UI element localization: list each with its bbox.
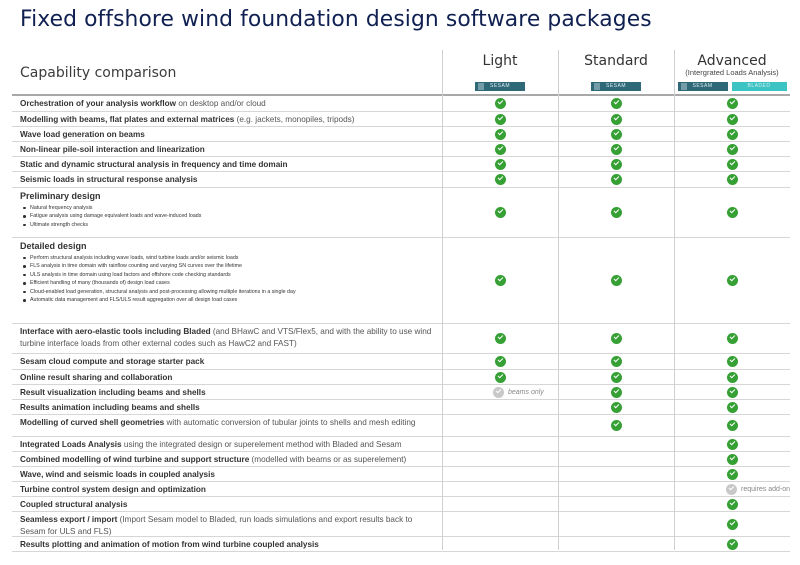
capability-label [20,539,440,551]
check-icon [727,469,738,480]
cell-standard [558,400,674,414]
capability-label [20,402,440,414]
column-divider [442,50,443,550]
cell-light [442,142,558,156]
cell-advanced [674,537,790,551]
check-icon [727,387,738,398]
bladed-logo-badge: BLADED [732,82,787,91]
cell-standard [558,96,674,111]
cell-light [442,127,558,141]
check-icon [495,159,506,170]
cell-advanced [674,482,800,496]
check-icon [495,144,506,155]
capability-title: Modelling of curved shell geometries [20,418,165,427]
sesam-logo-icon [478,83,484,90]
check-icon [727,454,738,465]
check-icon [727,98,738,109]
cell-standard [558,437,674,451]
cell-advanced [674,354,790,369]
capability-label [20,159,440,171]
cell-standard [558,512,674,536]
section-heading: Preliminary design [20,191,101,201]
check-icon [611,333,622,344]
check-icon [611,144,622,155]
cell-light [442,370,558,384]
capability-label [20,387,440,399]
check-icon [727,174,738,185]
check-icon [611,420,622,431]
section-heading: Detailed design [20,241,87,251]
cell-advanced [674,188,790,237]
cell-advanced [674,452,790,466]
capability-title: Seismic loads in structural response analysis [20,175,198,184]
capability-title: Non-linear pile-soil interaction and linearization [20,145,205,154]
capability-comparison-heading: Capability comparison [20,65,177,81]
partial-check-icon [726,484,737,495]
capability-title: Turbine control system design and optimization [20,485,206,494]
cell-standard [558,324,674,353]
availability-note: requires add-on [741,485,791,493]
capability-label [20,129,440,141]
check-icon [495,275,506,286]
check-icon [727,114,738,125]
capability-label [20,356,440,368]
capability-title: Combined modelling of wind turbine and support structure [20,455,250,464]
capability-title: Seamless export / import [20,515,118,524]
capability-title: Integrated Loads Analysis [20,440,122,449]
bullet-item: Automatic data management and FLS/ULS result aggregation over all design load cases [30,296,440,305]
capability-label [20,174,440,186]
sesam-logo-icon [681,83,687,90]
capability-title: Orchestration of your analysis workflow [20,99,177,108]
capability-detail: using the integrated design or superelement method with Bladed and Sesam [121,440,402,449]
check-icon [611,98,622,109]
cell-light [442,437,558,451]
check-icon [495,207,506,218]
package-standard-header [558,50,674,94]
capability-detail: (modelled with beams or as superelement) [249,455,407,464]
cell-standard [558,172,674,187]
cell-advanced [674,324,790,353]
sesam-logo-icon [594,83,600,90]
bullet-item: FLS analysis in time domain with rainflow counting and varying SN curves over the lifetime [30,262,440,271]
column-divider [558,50,559,550]
cell-standard [558,385,674,399]
cell-standard [558,452,674,466]
package-light-header [442,50,558,94]
bullet-item: Fatigue analysis using damage equivalent loads and wave-induced loads [30,212,440,221]
check-icon [727,519,738,530]
package-name: Advanced [697,53,767,69]
check-icon [495,98,506,109]
capability-label [20,499,440,511]
capability-label [20,514,440,537]
check-icon [611,275,622,286]
cell-light [442,385,558,399]
check-icon [495,174,506,185]
cell-standard [558,354,674,369]
cell-light [442,188,558,237]
package-advanced-header [674,50,790,94]
sesam-logo-badge: SESAM [475,82,525,91]
cell-light [442,415,558,436]
check-icon [727,402,738,413]
cell-advanced [674,437,790,451]
cell-light [442,537,558,551]
capability-label [20,454,440,466]
check-icon [727,207,738,218]
cell-standard [558,370,674,384]
cell-standard [558,415,674,436]
capability-title: Wave, wind and seismic loads in coupled analysis [20,470,215,479]
capability-label [20,372,440,384]
check-icon [727,144,738,155]
bullet-list [20,254,440,306]
check-icon [727,439,738,450]
cell-standard [558,467,674,481]
capability-detail: on desktop and/or cloud [176,99,266,108]
cell-standard [558,188,674,237]
column-divider [674,50,675,550]
cell-light [442,112,558,126]
cell-advanced [674,400,790,414]
check-icon [611,114,622,125]
availability-note: beams only [508,388,544,396]
capability-comparison-table [12,50,790,552]
capability-detail: (e.g. jackets, monopiles, tripods) [234,115,355,124]
cell-light [442,354,558,369]
check-icon [495,372,506,383]
bullet-item: Perform structural analysis including wave loads, wind turbine loads and/or seismic loads [30,254,440,263]
capability-label [20,190,440,229]
check-icon [727,499,738,510]
check-icon [611,207,622,218]
capability-label [20,144,440,156]
check-icon [611,387,622,398]
cell-standard [558,482,674,496]
cell-light [442,452,558,466]
sesam-logo-badge: SESAM [591,82,641,91]
package-name: Standard [584,53,648,69]
cell-standard [558,127,674,141]
capability-title: Static and dynamic structural analysis in frequency and time domain [20,160,288,169]
capability-title: Sesam cloud compute and storage starter pack [20,357,205,366]
capability-label [20,439,440,451]
cell-advanced [674,370,790,384]
cell-standard [558,142,674,156]
check-icon [611,402,622,413]
bullet-item: Natural frequency analysis [30,204,440,213]
capability-title: Modelling with beams, flat plates and external matrices [20,115,235,124]
cell-standard [558,112,674,126]
check-icon [727,356,738,367]
cell-standard [558,497,674,511]
capability-title: Online result sharing and collaboration [20,373,173,382]
capability-detail: (Import Sesam model to Bladed, run loads simulations and export results back to Sesam for ULS and FLS) [20,515,413,536]
cell-light [442,324,558,353]
capability-detail: (and BHawC and VTS/Flex5, and with the ability to use wind turbine interface loads from other external codes such as HawC2 and FAST) [20,327,432,348]
cell-advanced [674,142,790,156]
check-icon [727,539,738,550]
cell-advanced [674,497,790,511]
check-icon [727,372,738,383]
cell-light [442,467,558,481]
cell-light [442,497,558,511]
bullet-item: Cloud-enabled load generation, structural analysis and post-processing allowing multiple iterations in a single day [30,288,440,297]
check-icon [727,333,738,344]
capability-label [20,484,440,496]
cell-advanced [674,415,790,436]
package-name: Light [482,53,518,69]
check-icon [727,159,738,170]
check-icon [611,372,622,383]
capability-label [20,114,440,126]
page-title: Fixed offshore wind foundation design software packages [20,6,652,32]
cell-standard [558,537,674,551]
capability-label [20,417,440,429]
capability-label [20,240,440,305]
capability-title: Results animation including beams and shells [20,403,200,412]
package-subtitle: (Intergrated Loads Analysis) [685,68,779,77]
cell-light [442,96,558,111]
cell-standard [558,238,674,323]
capability-title: Results plotting and animation of motion from wind turbine coupled analysis [20,540,319,549]
cell-advanced [674,467,790,481]
capability-detail: with automatic conversion of tubular joints to shells and mesh editing [164,418,416,427]
check-icon [727,420,738,431]
cell-advanced [674,385,790,399]
cell-light [442,238,558,323]
capability-label [20,469,440,481]
cell-standard [558,157,674,171]
cell-light [442,482,558,496]
cell-light [442,512,558,536]
partial-check-icon [493,387,504,398]
cell-advanced [674,157,790,171]
cell-advanced [674,512,790,536]
cell-light [442,172,558,187]
bullet-item: ULS analysis in time domain using load factors and offshore code checking standards [30,271,440,280]
check-icon [495,333,506,344]
capability-title: Coupled structural analysis [20,500,128,509]
bullet-list [20,204,440,230]
capability-label [20,98,440,110]
cell-advanced [674,127,790,141]
cell-light [442,400,558,414]
capability-title: Wave load generation on beams [20,130,145,139]
check-icon [495,129,506,140]
bullet-item: Efficient handling of many (thousands of) design load cases [30,279,440,288]
cell-advanced [674,112,790,126]
check-icon [727,275,738,286]
capability-title: Result visualization including beams and shells [20,388,206,397]
bullet-item: Ultimate strength checks [30,221,440,230]
check-icon [727,129,738,140]
check-icon [611,129,622,140]
capability-label [20,326,440,349]
check-icon [611,159,622,170]
cell-advanced [674,238,790,323]
check-icon [611,356,622,367]
check-icon [495,114,506,125]
capability-title: Interface with aero-elastic tools including Bladed [20,327,211,336]
cell-light [442,157,558,171]
cell-advanced [674,172,790,187]
check-icon [611,174,622,185]
cell-advanced [674,96,790,111]
sesam-logo-badge: SESAM [678,82,728,91]
check-icon [495,356,506,367]
